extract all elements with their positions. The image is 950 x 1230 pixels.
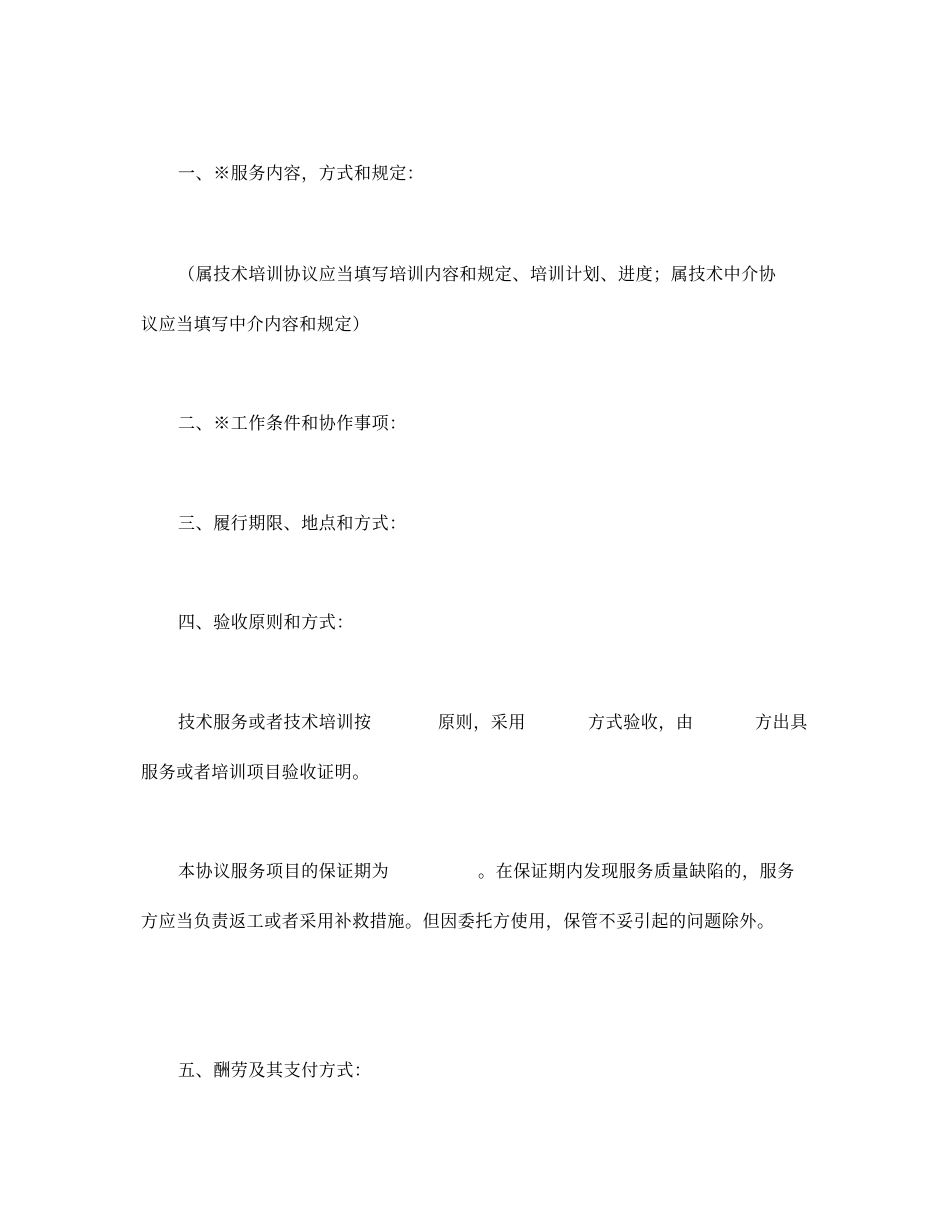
service-content-note-line-1: （属技术培训协议应当填写培训内容和规定、培训计划、进度；属技术中介协 (178, 265, 777, 285)
acceptance-text-line-2: 服务或者培训项目验收证明。 (141, 763, 370, 783)
section-heading-performance-period: 三、履行期限、地点和方式： (178, 514, 407, 534)
acceptance-text-segment-1: 技术服务或者技术培训按 (178, 713, 372, 733)
service-content-note-line-2: 议应当填写中介内容和规定） (141, 315, 370, 335)
warranty-text-line-2: 方应当负责返工或者采用补救措施。但因委托方使用，保管不妥引起的问题除外。 (141, 912, 775, 932)
acceptance-text-segment-3: 方式验收，由 (588, 713, 694, 733)
section-heading-remuneration: 五、酬劳及其支付方式： (178, 1061, 372, 1081)
section-heading-work-conditions: 二、※工作条件和协作事项： (178, 414, 407, 434)
warranty-text-segment-2: 。在保证期内发现服务质量缺陷的，服务 (478, 862, 795, 882)
warranty-text-segment-1: 本协议服务项目的保证期为 (178, 862, 390, 882)
acceptance-text-segment-2: 原则，采用 (438, 713, 526, 733)
section-heading-service-content: 一、※服务内容，方式和规定： (178, 164, 425, 184)
acceptance-text-segment-4: 方出具 (755, 713, 808, 733)
section-heading-acceptance: 四、验收原则和方式： (178, 613, 354, 633)
